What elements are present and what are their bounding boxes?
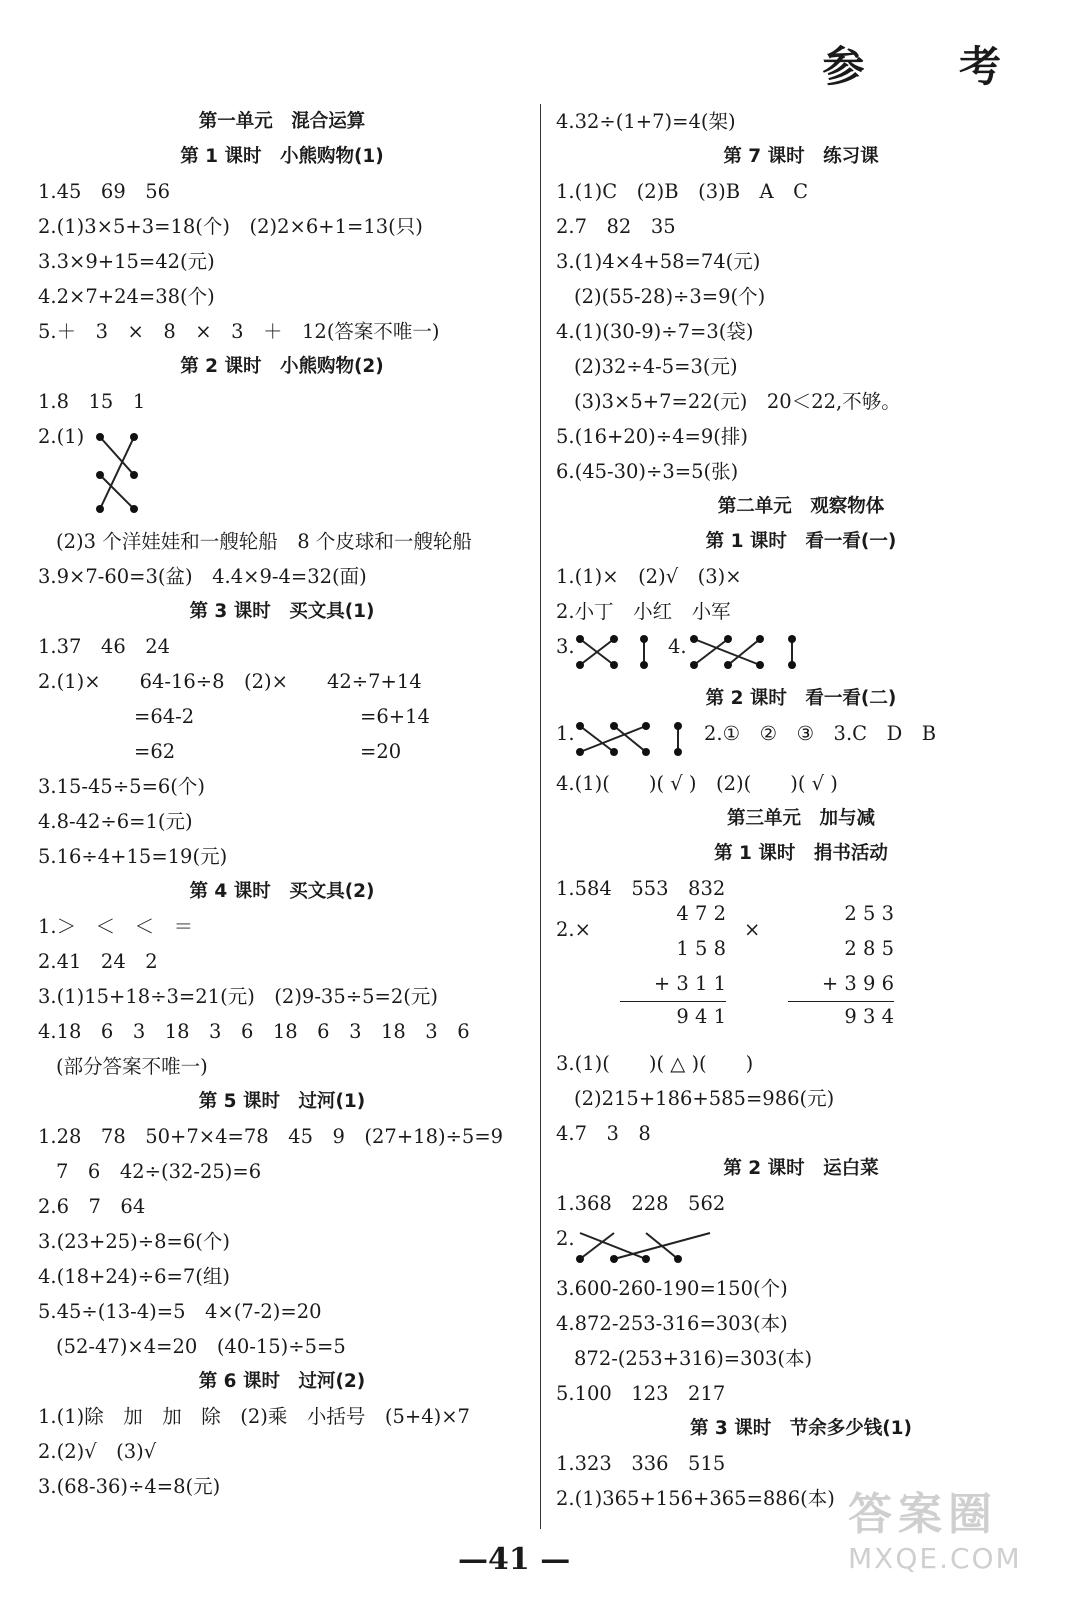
answer-line: 2.(1)× 64-16÷8 (2)× 42÷7+14 <box>38 670 422 693</box>
answer-line: 1.＞ ＜ ＜ ＝ <box>38 915 194 938</box>
answer-line: 1.584 553 832 <box>556 877 726 900</box>
matching-figure <box>556 1221 1046 1271</box>
matching-lines-diagram <box>574 633 674 673</box>
calculation-steps <box>38 664 526 769</box>
vertical-addition-1 <box>620 896 726 1032</box>
answer-line: 2.(1) <box>38 425 85 448</box>
lesson-heading: 第 2 课时 运白菜 <box>723 1158 879 1179</box>
answer-line: 6.(45-30)÷3=5(张) <box>556 460 739 483</box>
answer-label: 4. <box>668 635 687 658</box>
answer-line: 2.① ② ③ 3.C D B <box>704 722 937 745</box>
unit-heading: 第一单元 混合运算 <box>198 111 366 132</box>
column-divider <box>540 104 541 1529</box>
answer-line: 3.3×9+15=42(元) <box>38 250 215 273</box>
lesson-heading: 第 3 课时 买文具(1) <box>189 601 375 622</box>
vertical-addition-block <box>556 902 1046 1046</box>
answer-line: 2.41 24 2 <box>38 950 158 973</box>
answer-line: 3.(1)( )( △ )( ) <box>556 1052 754 1075</box>
sum: 9 3 4 <box>844 1005 894 1028</box>
answer-line: 1.368 228 562 <box>556 1192 726 1215</box>
lesson-heading: 第 1 课时 看一看(一) <box>705 531 897 552</box>
answer-line: (2)(55-28)÷3=9(个) <box>574 285 766 308</box>
page-number: —41 — <box>458 1542 571 1577</box>
matching-lines-diagram <box>574 1227 724 1267</box>
answer-label: 2.× <box>556 918 591 941</box>
answer-line: 4.2×7+24=38(个) <box>38 285 215 308</box>
answer-line: 1.323 336 515 <box>556 1452 726 1475</box>
answer-label: 3. <box>556 635 575 658</box>
matching-figure <box>556 716 1046 766</box>
matching-lines-diagram <box>90 429 150 519</box>
answer-line: 2.(1)365+156+365=886(本) <box>556 1487 835 1510</box>
calc-step: =62 <box>134 740 176 763</box>
sum: 9 4 1 <box>676 1005 726 1028</box>
answer-line: 5.(16+20)÷4=9(排) <box>556 425 748 448</box>
watermark-logo <box>848 1478 1058 1588</box>
answer-line: 5.100 123 217 <box>556 1382 726 1405</box>
calc-step: =64-2 <box>134 705 195 728</box>
calc-step: =6+14 <box>360 705 430 728</box>
answer-line: 3.9×7-60=3(盆) 4.4×9-4=32(面) <box>38 565 367 588</box>
right-column <box>556 104 1046 1516</box>
answer-line: (部分答案不唯一) <box>56 1055 208 1078</box>
answer-label: 1. <box>556 722 575 745</box>
answer-line: 872-(253+316)=303(本) <box>574 1347 813 1370</box>
lesson-heading: 第 5 课时 过河(1) <box>198 1091 366 1112</box>
answer-line: 3.(1)4×4+58=74(元) <box>556 250 761 273</box>
answer-line: (52-47)×4=20 (40-15)÷5=5 <box>56 1335 346 1358</box>
answer-line: 1.28 78 50+7×4=78 45 9 (27+18)÷5=9 <box>38 1125 504 1148</box>
answer-line: 7 6 42÷(32-25)=6 <box>56 1160 262 1183</box>
calc-step: =20 <box>360 740 402 763</box>
answer-line: 2.(2)√ (3)√ <box>38 1440 157 1463</box>
watermark-url: MXQE.COM <box>848 1542 1022 1575</box>
lesson-heading: 第 1 课时 捐书活动 <box>714 843 888 864</box>
answer-line: 1.(1)× (2)√ (3)× <box>556 565 742 588</box>
answer-line: 4.7 3 8 <box>556 1122 651 1145</box>
lesson-heading: 第 2 课时 小熊购物(2) <box>180 356 384 377</box>
answer-line: 1.(1)除 加 加 除 (2)乘 小括号 (5+4)×7 <box>38 1405 470 1428</box>
lesson-heading: 第 7 课时 练习课 <box>723 146 879 167</box>
lesson-heading: 第 4 课时 买文具(2) <box>189 881 375 902</box>
answer-line: 2.(1)3×5+3=18(个) (2)2×6+1=13(只) <box>38 215 423 238</box>
answer-line: 2.6 7 64 <box>38 1195 146 1218</box>
answer-line: 4.(18+24)÷6=7(组) <box>38 1265 230 1288</box>
answer-line: 4.18 6 3 18 3 6 18 6 3 18 3 6 <box>38 1020 470 1043</box>
lesson-heading: 第 3 课时 节余多少钱(1) <box>689 1418 913 1439</box>
answer-line: 1.(1)C (2)B (3)B A C <box>556 180 809 203</box>
answer-line: 4.(1)(30-9)÷7=3(袋) <box>556 320 754 343</box>
answer-line: 3.600-260-190=150(个) <box>556 1277 788 1300</box>
left-column <box>38 104 526 1504</box>
answer-line: (3)3×5+7=22(元) 20＜22,不够。 <box>574 390 901 413</box>
answer-line: 1.8 15 1 <box>38 390 146 413</box>
vertical-addition-2 <box>788 896 894 1032</box>
answer-line: (2)32÷4-5=3(元) <box>574 355 738 378</box>
answer-line: (2)3 个洋娃娃和一艘轮船 8 个皮球和一艘轮船 <box>56 530 472 553</box>
answer-label: 2. <box>556 1227 575 1250</box>
answer-line: 5.16÷4+15=19(元) <box>38 845 228 868</box>
answer-line: 3.(1)15+18÷3=21(元) (2)9-35÷5=2(元) <box>38 985 438 1008</box>
answer-line: 2.小丁 小红 小军 <box>556 600 731 623</box>
addend: 4 7 2 <box>676 902 726 925</box>
lesson-heading: 第 6 课时 过河(2) <box>198 1371 366 1392</box>
answer-line: 4.8-42÷6=1(元) <box>38 810 193 833</box>
answer-line: 4.(1)( )( √ ) (2)( )( √ ) <box>556 772 838 795</box>
answer-line: 4.32÷(1+7)=4(架) <box>556 110 736 133</box>
answer-line: 5.＋ 3 × 8 × 3 ＋ 12(答案不唯一) <box>38 320 440 343</box>
answer-line: 3.(23+25)÷8=6(个) <box>38 1230 230 1253</box>
answer-line: 4.872-253-316=303(本) <box>556 1312 788 1335</box>
addend: 2 8 5 <box>844 937 894 960</box>
lesson-heading: 第 2 课时 看一看(二) <box>705 688 897 709</box>
answer-line: 3.(68-36)÷4=8(元) <box>38 1475 221 1498</box>
addend: + 3 1 1 <box>653 972 726 995</box>
unit-heading: 第三单元 加与减 <box>726 808 875 829</box>
matching-figure <box>556 629 1046 679</box>
addend: 1 5 8 <box>676 937 726 960</box>
unit-heading: 第二单元 观察物体 <box>717 496 885 517</box>
answer-line: (2)215+186+585=986(元) <box>574 1087 835 1110</box>
answer-line: 5.45÷(13-4)=5 4×(7-2)=20 <box>38 1300 322 1323</box>
matching-figure <box>38 419 526 524</box>
lesson-heading: 第 1 课时 小熊购物(1) <box>180 146 384 167</box>
answer-line: 2.7 82 35 <box>556 215 676 238</box>
matching-lines-diagram <box>688 633 808 673</box>
watermark-text: 答案圈 <box>848 1489 998 1540</box>
matching-lines-diagram <box>574 720 694 760</box>
answer-line: 3.15-45÷5=6(个) <box>38 775 206 798</box>
page-header-title: 参 考 <box>822 42 1041 91</box>
addend: 2 5 3 <box>844 902 894 925</box>
answer-label: × <box>744 918 761 941</box>
answer-line: 1.45 69 56 <box>38 180 171 203</box>
answer-line: 1.37 46 24 <box>38 635 171 658</box>
addend: + 3 9 6 <box>821 972 894 995</box>
